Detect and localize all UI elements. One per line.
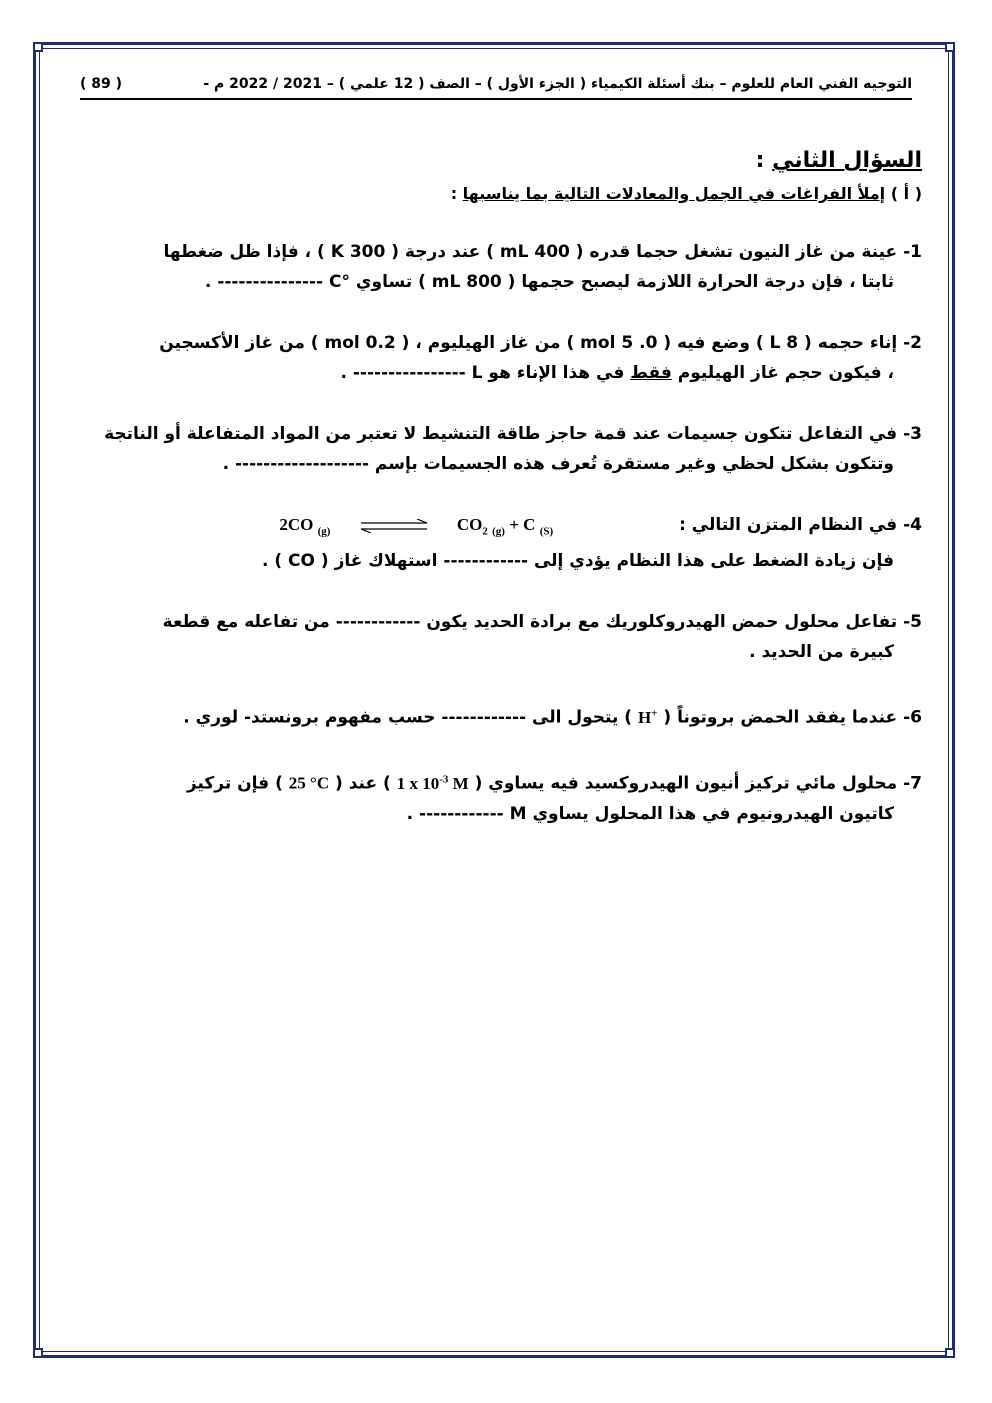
item-text: ) فإن تركيز [186, 773, 283, 794]
eq-product-1-state: (g) [492, 525, 505, 538]
item-number: 4- [903, 515, 922, 535]
header-title: التوجيه الفني العام للعلوم – بنك أسئلة الكيمياء ( الجزء الأول ) – الصف ( 12 علمي ) – 2021 / 2022 م - [203, 76, 912, 92]
emphasis-only: فقط [630, 363, 672, 383]
question-heading [80, 148, 922, 184]
eq-product-2-state: (S) [539, 525, 554, 538]
item-text: ) يتحول الى ------------ حسب مفهوم برونستد- لوري . [183, 708, 633, 729]
hydrogen-ion [638, 708, 658, 727]
equilibrium-arrows-icon [359, 519, 429, 533]
part-colon: : [450, 184, 458, 203]
item-number: 6- [903, 708, 922, 729]
page-header [80, 74, 912, 100]
item-number: 5- [903, 612, 922, 633]
item-number: 7- [903, 773, 922, 794]
item-text-line2 [80, 358, 922, 388]
item-text: ، فيكون حجم غاز الهيليوم [677, 363, 894, 383]
part-label: ( أ ) [890, 184, 922, 203]
border-corner [945, 1348, 955, 1358]
conc-exponent: -3 [439, 773, 449, 786]
eq-reactant-state: (g) [317, 525, 331, 538]
eq-product-2: C [523, 515, 536, 534]
item-text: عندما يفقد الحمض بروتوناً ( [663, 708, 898, 729]
eq-product-1: CO [456, 515, 483, 534]
question-title: السؤال الثاني [772, 148, 922, 173]
item-number: 2- [903, 333, 922, 353]
border-corner [945, 42, 955, 52]
item-text: إناء حجمه ( 8 L ) وضع فيه ( 0. 5 mol ) من غاز الهيليوم ، ( 0.2 mol ) من غاز الأكسجين [159, 333, 898, 353]
item-text: وتتكون بشكل لحظي وغير مستقرة تُعرف هذه الجسيمات بإسم ------------------- . [222, 454, 894, 474]
page-number: ( 89 ) [80, 76, 123, 92]
item-text: ) عند ( [335, 773, 391, 794]
question-item-2 [80, 328, 922, 388]
concentration-value [397, 774, 469, 793]
equilibrium-equation [279, 510, 553, 546]
item-number: 3- [903, 424, 922, 444]
ion-charge: + [651, 707, 658, 720]
part-instruction: إملأ الفراغات في الجمل والمعادلات التالية بما يناسبها [462, 184, 886, 203]
question-content [80, 140, 922, 860]
question-item-6 [80, 698, 922, 733]
conc-base: 1 x 10 [396, 773, 440, 793]
question-item-7 [80, 764, 922, 829]
eq-product-1-sub: 2 [482, 525, 488, 538]
item-text: في التفاعل تتكون جسيمات عند قمة حاجز طاقة التنشيط لا تعتبر من المواد المتفاعلة أو الناتجة [104, 424, 898, 444]
temperature-value: 25 °C [288, 773, 330, 793]
item-text: كبيرة من الحديد . [749, 642, 894, 663]
item-text: ثابتا ، فإن درجة الحرارة اللازمة ليصبح حجمها ( 800 mL ) تساوي °C --------------- . [204, 272, 894, 292]
question-item-5 [80, 607, 922, 667]
eq-plus: + [509, 515, 519, 534]
ion-symbol: H [637, 708, 652, 728]
item-text: فإن زيادة الضغط على هذا النظام يؤدي إلى ------------ استهلاك غاز ( CO ) . [261, 551, 894, 572]
eq-reactant: 2CO [279, 515, 314, 534]
question-item-4 [80, 510, 922, 576]
conc-unit: M [452, 773, 469, 793]
question-item-3 [80, 419, 922, 479]
border-corner [33, 1348, 43, 1358]
item-text: في النظام المتزن التالي : [679, 515, 898, 535]
item-number: 1- [903, 242, 922, 262]
question-colon: : [755, 148, 765, 173]
item-text: كاتيون الهيدرونيوم في هذا المحلول يساوي M ------------ . [406, 803, 894, 824]
border-corner [33, 42, 43, 52]
question-item-1 [80, 237, 922, 297]
part-heading [80, 184, 922, 203]
item-text: في هذا الإناء هو L ---------------- . [340, 363, 625, 383]
item-text: عينة من غاز النيون تشغل حجما قدره ( 400 mL ) عند درجة ( 300 K ) ، فإذا ظل ضغطها [163, 242, 898, 262]
item-text: تفاعل محلول حمض الهيدروكلوريك مع برادة الحديد يكون ------------ من تفاعله مع قطعة [162, 612, 898, 633]
item-text: محلول مائي تركيز أنيون الهيدروكسيد فيه يساوي ( [474, 773, 898, 794]
